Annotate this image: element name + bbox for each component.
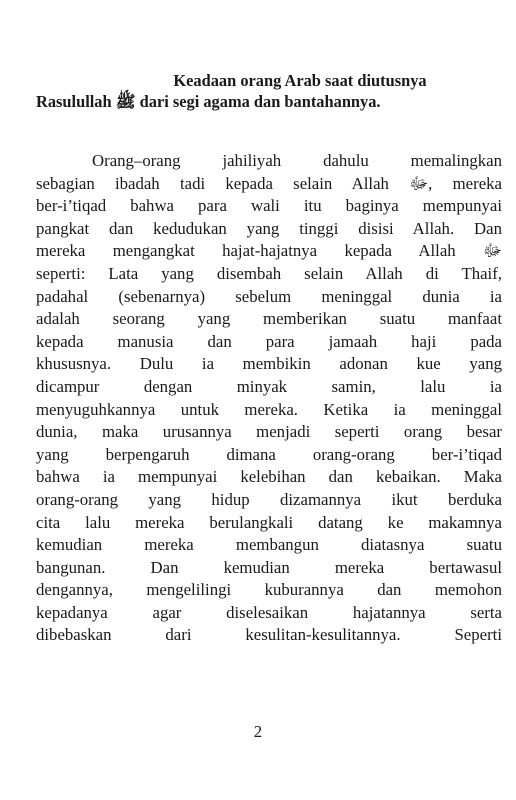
text-line: menyuguhkannya untuk mereka. Ketika ia meninggal <box>36 399 502 419</box>
heading-line-1: Keadaan orang Arab saat diutusnya <box>173 71 427 90</box>
text-line: adalah seorang yang memberikan suatu manfaat <box>36 309 502 329</box>
text-line: seperti: Lata yang disembah selain Allah di Thaif, <box>36 263 502 283</box>
text-line: bahwa ia mempunyai kelebihan dan kebaikan. Maka <box>36 467 502 487</box>
text-line: pangkat dan kedudukan yang tinggi disisi Allah. Dan <box>36 218 502 238</box>
text-line: dicampur dengan minyak samin, lalu ia <box>36 376 502 396</box>
text-line: mereka mengangkat hajat-hajatnya kepada Allah ﷻ <box>36 241 502 261</box>
text-line: yang berpengaruh dimana orang-orang ber-i’tiqad <box>36 444 502 464</box>
text-line: dunia, maka urusannya menjadi seperti orang besar <box>36 422 502 442</box>
text-line: kepada manusia dan para jamaah haji pada <box>36 331 502 351</box>
text-line: ber-i’tiqad bahwa para wali itu baginya mempunyai <box>36 196 502 216</box>
body-paragraph <box>36 150 502 647</box>
text-line: bangunan. Dan kemudian mereka bertawasul <box>36 557 502 577</box>
text-line: kemudian mereka membangun diatasnya suatu <box>36 535 502 555</box>
heading-line-2: Rasulullah ﷺ dari segi agama dan bantahannya. <box>36 92 381 111</box>
text-line: orang-orang yang hidup dizamannya ikut berduka <box>36 489 502 509</box>
page-number: 2 <box>253 722 263 741</box>
section-heading <box>36 70 502 112</box>
text-line: dengannya, mengelilingi kuburannya dan memohon <box>36 580 502 600</box>
text-line: Orang–orang jahiliyah dahulu memalingkan <box>92 151 502 170</box>
text-line: sebagian ibadah tadi kepada selain Allah ﷻ, mereka <box>36 173 502 193</box>
text-line: padahal (sebenarnya) sebelum meninggal dunia ia <box>36 286 502 306</box>
text-line: khususnya. Dulu ia membikin adonan kue yang <box>36 354 502 374</box>
text-line: cita lalu mereka berulangkali datang ke makamnya <box>36 512 502 532</box>
text-line: kepadanya agar diselesaikan hajatannya serta <box>36 602 502 622</box>
text-line: dibebaskan dari kesulitan-kesulitannya. Seperti <box>36 625 502 645</box>
